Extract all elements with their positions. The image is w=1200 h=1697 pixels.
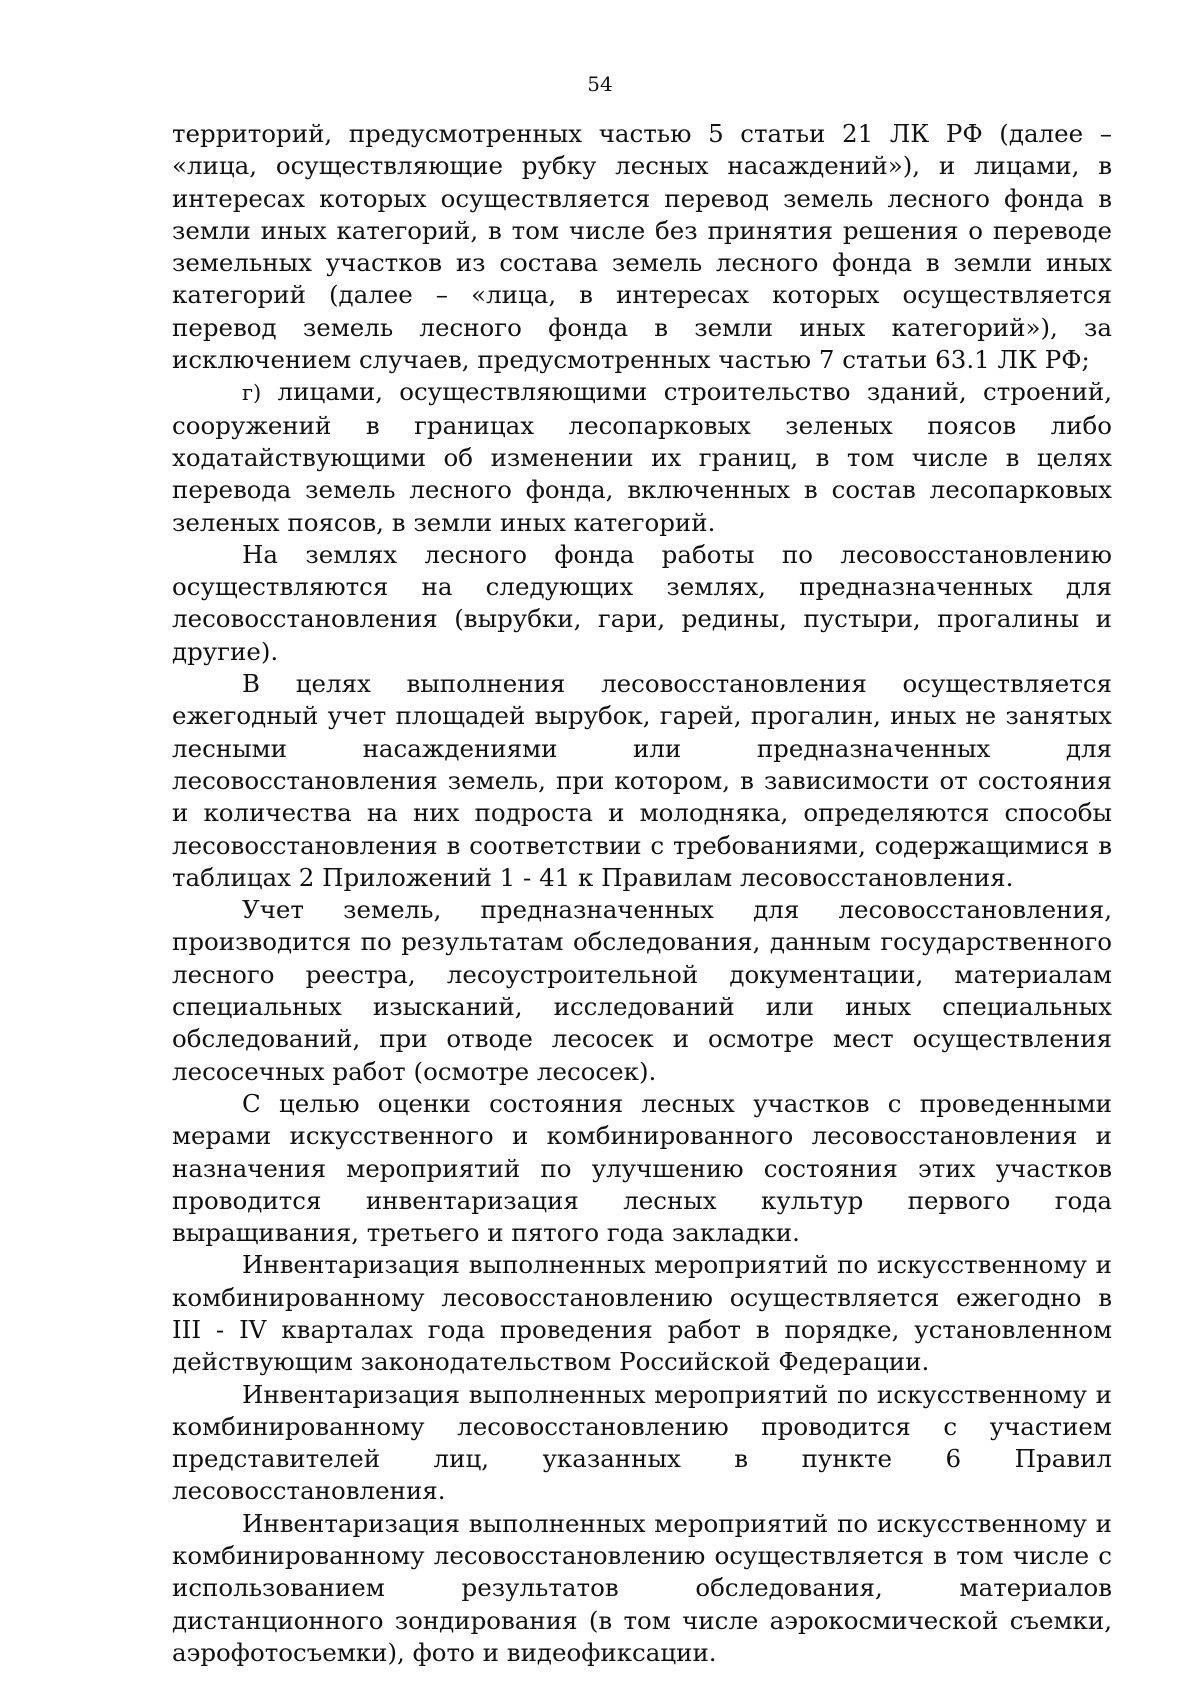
document-body (172, 118, 1112, 1669)
paragraph: С целью оценки состояния лесных участков с проведенными мерами искусственного и комбинированного лесовосстановления и назначения мероприятий по улучшению состояния этих участков проводится инвентаризация лесных культур первого года выращивания, третьего и пятого года закладки. (172, 1088, 1112, 1248)
paragraph: На землях лесного фонда работы по лесовосстановлению осуществляются на следующих землях, предназначенных для лесовосстановления (вырубки, гари, редины, пустыри, прогалины и другие). (172, 539, 1112, 666)
paragraph: Инвентаризация выполненных мероприятий по искусственному и комбинированному лесовосстановлению проводится с участием представителей лиц, указанных в пункте 6 Правил лесовосстановления. (172, 1379, 1112, 1506)
paragraph: Инвентаризация выполненных мероприятий по искусственному и комбинированному лесовосстановлению осуществляется в том числе с использованием результатов обследования, материалов дистанционного зондирования (в том числе аэрокосмической съемки, аэрофотосъемки), фото и видеофиксации. (172, 1508, 1112, 1667)
paragraph: Учет земель, предназначенных для лесовосстановления, производится по результатам обследования, данным государственного лесного реестра, лесоустроительной документации, материалам специальных изысканий, исследований или иных специальных обследований, при отводе лесосек и осмотре мест осуществления лесосечных работ (осмотре лесосек). (172, 895, 1112, 1086)
list-item-g (172, 376, 1112, 538)
paragraph-continuation: территорий, предусмотренных частью 5 статьи 21 ЛК РФ (далее – «лица, осуществляющие рубку лесных насаждений»), и лицами, в интересах которых осуществляется перевод земель лесного фонда в земли иных категорий, в том числе без принятия решения о переводе земельных участков из состава земель лесного фонда в земли иных категорий (далее – «лица, в интересах которых осуществляется перевод земель лесного фонда в земли иных категорий»), за исключением случаев, предусмотренных частью 7 статьи 63.1 ЛК РФ; (172, 119, 1112, 375)
list-item-text: лицами, осуществляющими строительство зданий, строений, сооружений в границах лесопарковых зеленых поясов либо ходатайствующими об изменении их границ, в том числе в целях перевода земель лесного фонда, включенных в состав лесопарковых зеленых поясов, в земли иных категорий. (172, 377, 1112, 537)
paragraph: Инвентаризация выполненных мероприятий по искусственному и комбинированному лесовосстановлению осуществляется ежегодно в III - IV кварталах года проведения работ в порядке, установленном действующим законодательством Российской Федерации. (172, 1250, 1112, 1377)
list-marker: г) (242, 381, 262, 406)
page-number: 54 (587, 72, 613, 96)
paragraph: В целях выполнения лесовосстановления осуществляется ежегодный учет площадей вырубок, гарей, прогалин, иных не занятых лесными насаждениями или предназначенных для лесовосстановления земель, при котором, в зависимости от состояния и количества на них подроста и молодняка, определяются способы лесовосстановления в соответствии с требованиями, содержащимися в таблицах 2 Приложений 1 - 41 к Правилам лесовосстановления. (172, 669, 1112, 892)
